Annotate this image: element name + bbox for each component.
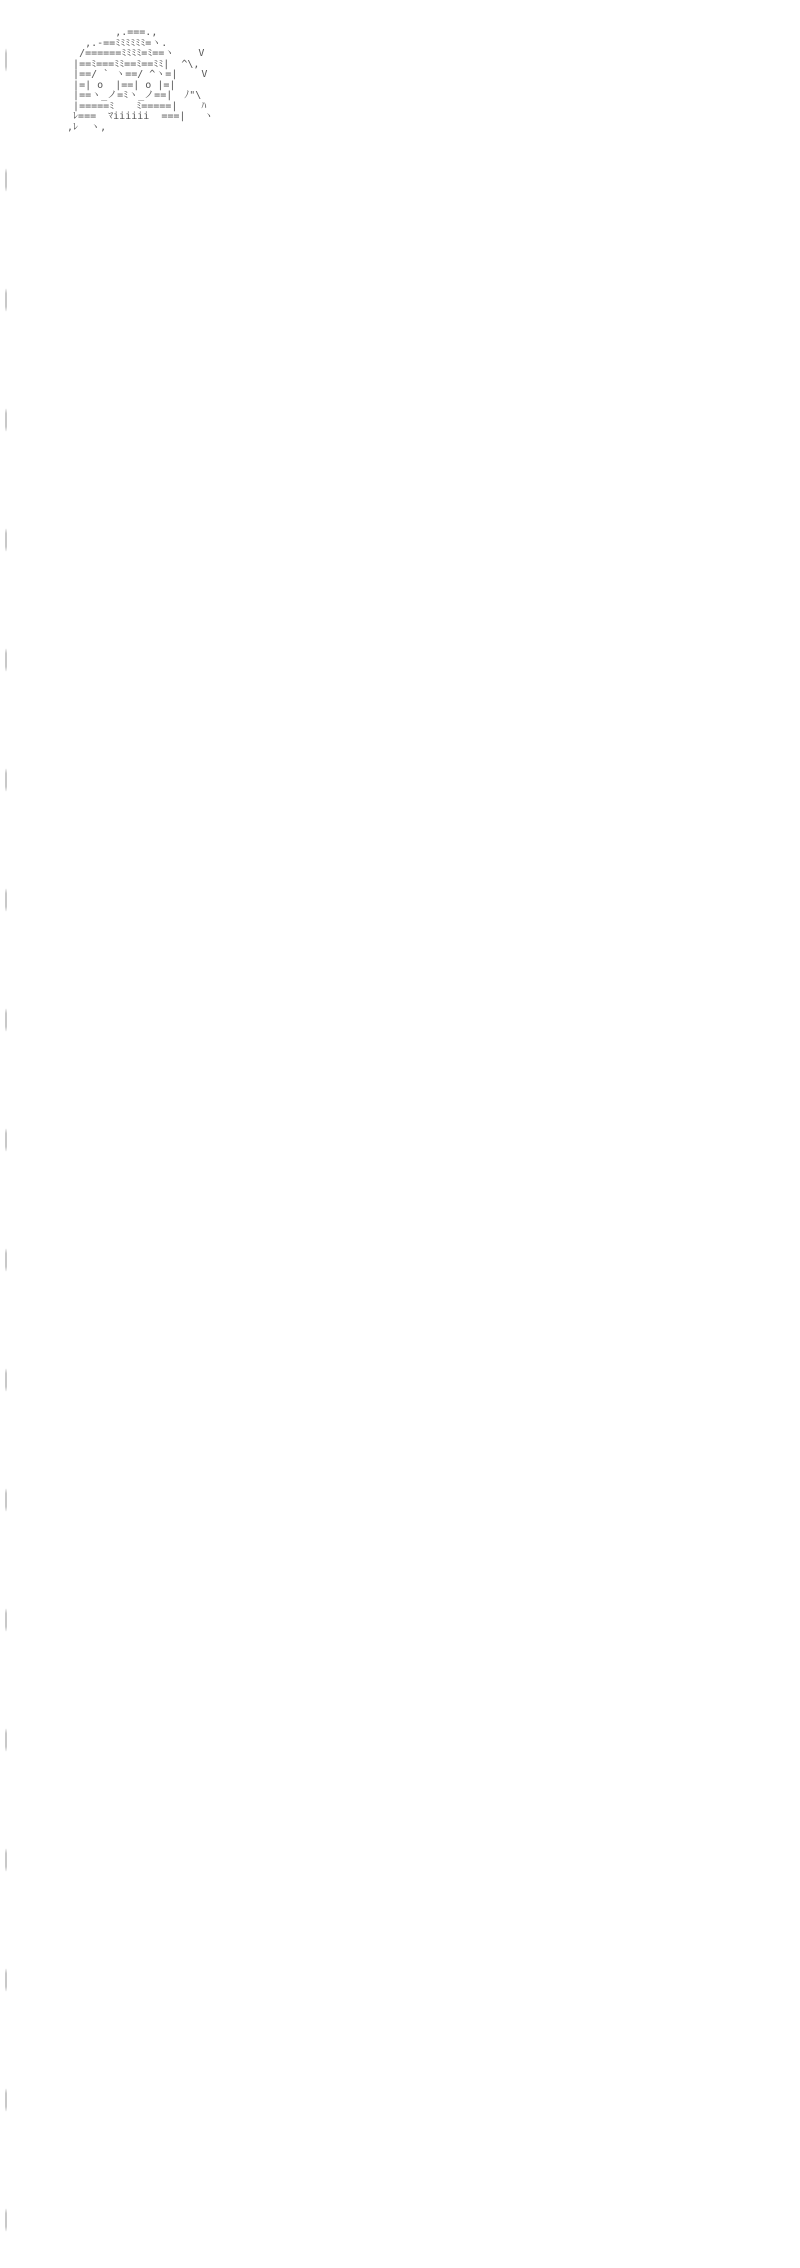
aa-art-panel-1: ,.===., ,.-==ﾐﾐﾐﾐﾐﾐ=ヽ. /======ﾐﾐﾐﾐ=ﾐ==ヽ V |==ﾐ===ﾐﾐ==ﾐ==ﾐﾐ| ^\, |==/ ` ヽ==/ ^ヽ=| V |=| o |==| o |=| |==ヽ_ノ=ﾐヽ_ノ==| ﾉ"\ |=====ﾐ ﾐ=====| ﾊ ﾚ=== ﾏiiiiii ===| ヽ ,ﾚ ヽ, — [67, 27, 214, 133]
page-margin-dots — [0, 0, 12, 2268]
